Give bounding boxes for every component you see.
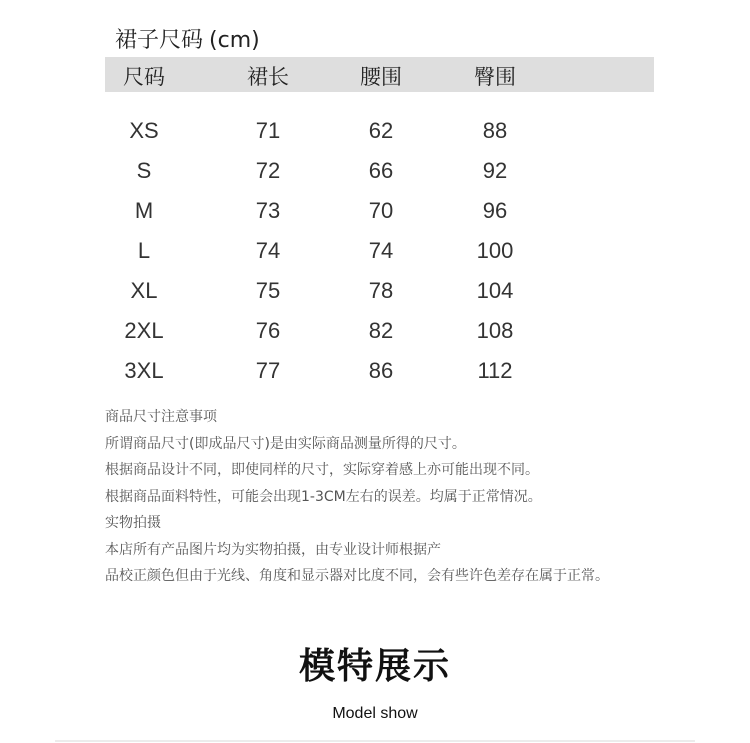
cell-size: S <box>136 158 152 183</box>
divider <box>55 740 695 742</box>
note-line: 本店所有产品图片均为实物拍摄，由专业设计师根据产 <box>105 541 441 558</box>
table-row <box>105 312 654 352</box>
header-skirt-length: 裙长 <box>247 65 289 89</box>
cell-size: 2XL <box>124 318 164 343</box>
header-waist: 腰围 <box>360 65 402 89</box>
cell-waist: 82 <box>368 318 394 343</box>
cell-hip: 92 <box>482 158 508 183</box>
cell-hip: 96 <box>482 198 508 223</box>
table-row <box>105 272 654 312</box>
size-notes <box>105 404 705 590</box>
cell-waist: 62 <box>368 118 394 143</box>
table-row <box>105 112 654 152</box>
model-show-title: 模特展示 <box>298 646 451 687</box>
cell-skirt-length: 76 <box>255 318 281 343</box>
size-chart-title <box>115 23 260 54</box>
cell-hip: 88 <box>482 118 508 143</box>
cell-hip: 104 <box>476 278 514 303</box>
table-row <box>105 152 654 192</box>
cell-waist: 86 <box>368 358 394 383</box>
size-table-body <box>105 112 654 392</box>
cell-size: XL <box>130 278 158 303</box>
cell-waist: 78 <box>368 278 394 303</box>
note-line: 根据商品设计不同，即使同样的尺寸，实际穿着感上亦可能出现不同。 <box>105 462 539 478</box>
note-line: 所谓商品尺寸(即成品尺寸)是由实际商品测量所得的尺寸。 <box>105 435 466 452</box>
note-line: 根据商品面料特性，可能会出现1-3CM左右的误差。均属于正常情况。 <box>105 488 542 505</box>
header-size: 尺码 <box>123 65 165 89</box>
cell-hip: 112 <box>477 358 513 383</box>
header-hip: 臀围 <box>474 65 516 89</box>
cell-skirt-length: 74 <box>255 238 281 263</box>
cell-size: 3XL <box>124 358 164 383</box>
cell-hip: 108 <box>476 318 514 343</box>
size-chart-unit: (cm) <box>209 28 260 53</box>
table-row <box>105 232 654 272</box>
model-show-subtitle: Model show <box>332 705 418 722</box>
cell-waist: 74 <box>368 238 394 263</box>
cell-waist: 66 <box>368 158 394 183</box>
note-line: 品校正颜色但由于光线、角度和显示器对比度不同，会有些许色差存在属于正常。 <box>105 568 609 584</box>
table-row <box>105 192 654 232</box>
cell-size: M <box>134 198 154 223</box>
size-table-header <box>105 57 654 92</box>
cell-skirt-length: 75 <box>255 278 281 303</box>
cell-size: L <box>137 238 151 263</box>
note-heading: 实物拍摄 <box>105 515 161 531</box>
cell-hip: 100 <box>476 238 514 263</box>
cell-waist: 70 <box>368 198 394 223</box>
note-heading: 商品尺寸注意事项 <box>105 409 217 425</box>
cell-skirt-length: 72 <box>255 158 281 183</box>
cell-size: XS <box>129 118 159 143</box>
cell-skirt-length: 71 <box>255 118 281 143</box>
table-row <box>105 352 654 392</box>
cell-skirt-length: 73 <box>255 198 281 223</box>
size-chart-title-text: 裙子尺码 <box>115 28 204 53</box>
cell-skirt-length: 77 <box>255 358 281 383</box>
